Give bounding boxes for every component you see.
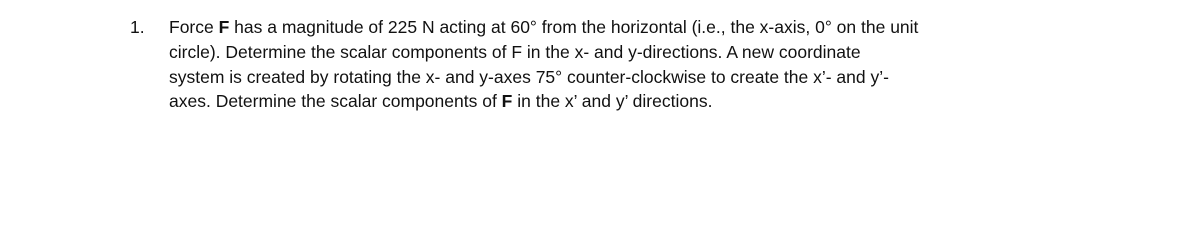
- problem-text: [169, 15, 1169, 114]
- force-symbol-bold-2: F: [501, 91, 513, 112]
- problem-number: 1.: [130, 17, 145, 37]
- problem-line-4: [169, 89, 1169, 114]
- problem-line-1: [169, 15, 1169, 40]
- problem-line-2: circle). Determine the scalar components of F in the x- and y-directions. A new coordinate: [169, 41, 861, 62]
- line1-part-c: has a magnitude of 225 N acting at 60° from the horizontal (i.e., the x-axis, 0° on the unit: [229, 17, 919, 37]
- problem-line-3: system is created by rotating the x- and y-axes 75° counter-clockwise to create the x’- and y’-: [169, 66, 889, 87]
- line4-part-c: in the x’ and y’ directions.: [512, 91, 713, 112]
- force-symbol-bold: F: [218, 17, 230, 37]
- line1-part-a: Force: [169, 17, 219, 37]
- line4-part-a: axes. Determine the scalar components of: [169, 91, 502, 112]
